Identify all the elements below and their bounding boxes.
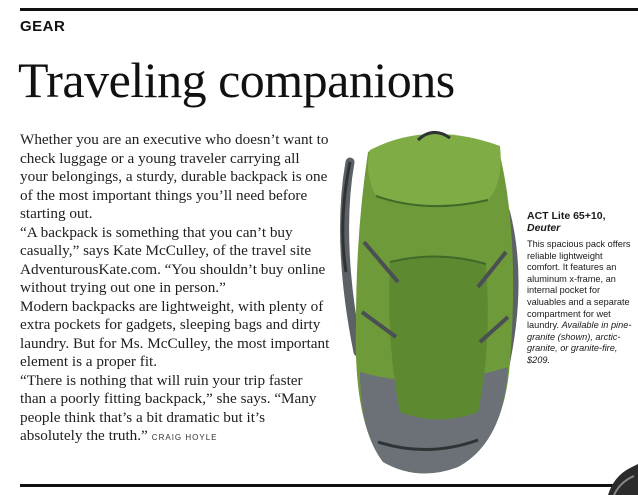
bottom-rule	[20, 484, 620, 487]
paragraph-1: Whether you are an executive who doesn’t want to check luggage or a young traveler carrying all your belongings, a sturdy, durable backpack is one of the most important things you’ll need before starting out.	[20, 131, 329, 222]
paragraph-3: Modern backpacks are lightweight, with plenty of extra pockets for gadgets, sleeping bags and dirty laundry. But for Ms. McCulley, the most important element is a proper fit.	[20, 297, 330, 370]
corner-image-fragment	[600, 458, 638, 495]
backpack-photo	[328, 122, 528, 482]
caption-brand: Deuter	[527, 222, 561, 234]
paragraph-4	[20, 372, 330, 448]
caption-title: ACT Lite 65+10,	[527, 210, 606, 222]
byline: CRAIG HOYLE	[151, 433, 218, 442]
product-caption	[527, 210, 637, 367]
caption-availability: Available in pine-granite (shown), arctic-granite, or granite-fire,	[527, 320, 632, 354]
caption-description: This spacious pack offers reliable lightweight comfort. It features an aluminum x-frame, an internal pocket for valuables and a separate compartment for wet laundry.	[527, 239, 631, 331]
caption-body	[527, 239, 637, 367]
caption-price: $209.	[527, 354, 550, 365]
paragraph-2: “A backpack is something that you can’t buy casually,” says Kate McCulley, of the travel site AdventurousKate.com. “You shouldn’t buy online without trying out one in person.”	[20, 223, 326, 296]
top-rule	[20, 8, 638, 11]
article-body	[20, 131, 330, 448]
paragraph-4-text: “There is nothing that will ruin your trip faster than a poorly fitting backpack,” she says. “Many people think that’s a bit dramatic but it’s absolutely the truth.”	[20, 371, 317, 444]
section-label: GEAR	[20, 18, 66, 35]
headline: Traveling companions	[18, 52, 455, 108]
front-pocket	[389, 256, 488, 419]
pack-lid	[368, 134, 501, 206]
